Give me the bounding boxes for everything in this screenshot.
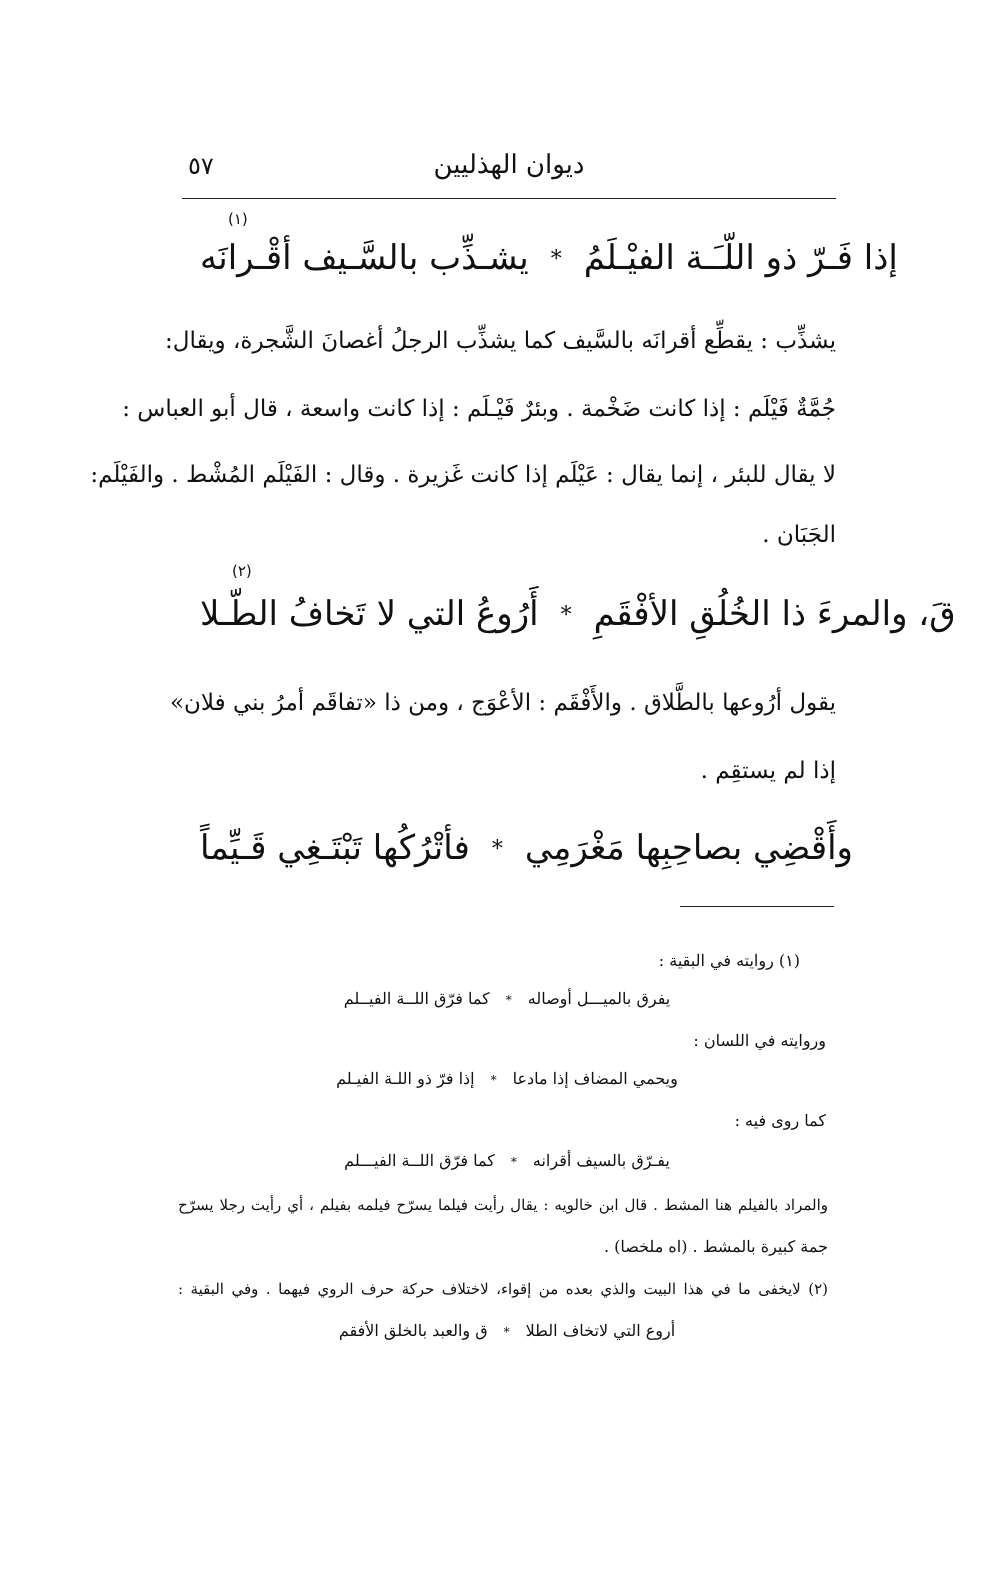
verse-2-second-hemistich: قَ، والمرءَ ذا الخُلُقِ الأفْقَمِ bbox=[593, 594, 956, 634]
header-rule bbox=[182, 198, 836, 199]
footnote-1-lisan-verse-first: ويحمي المضاف إذا مادعا bbox=[512, 1069, 678, 1088]
footnote-1-lisan-intro: وروايته في اللسان : bbox=[693, 1031, 826, 1050]
footnote-1-intro: (١) روايته في البقية : bbox=[658, 951, 800, 970]
footnote-2-verse bbox=[180, 1320, 834, 1343]
verse-1 bbox=[200, 236, 898, 282]
verse-3 bbox=[200, 826, 853, 872]
commentary-2-line-1: يقول أرُوعها بالطَّلاق . والأَفْقَم : الأعْوَج ، ومن ذا «تفاقَم أمرُ بني فلان» bbox=[169, 690, 836, 716]
verse-separator: * bbox=[505, 993, 512, 1007]
verse-2-first-hemistich: أَرُوعُ التي لا تَخافُ الطّـلا bbox=[200, 594, 539, 634]
footnote-1-note-line-2: جمة كبيرة بالمشط . (اه ملخصا) . bbox=[603, 1237, 828, 1256]
verse-1-first-hemistich: يشـذِّب بالسَّـيف أقْـرانَه bbox=[200, 238, 529, 278]
verse-separator: * bbox=[550, 247, 562, 272]
footnote-1-lisan-verse bbox=[180, 1068, 834, 1091]
footnote-rule bbox=[680, 906, 834, 907]
footnote-1-also-verse-second: كما فرّق اللــة الفيـــلم bbox=[344, 1151, 495, 1170]
footnote-2-verse-first: أروع التي لاتخاف الطلا bbox=[525, 1321, 676, 1340]
verse-separator: * bbox=[510, 1155, 517, 1169]
commentary-1-line-3: لا يقال للبئر ، إنما يقال : عَيْلَم إذا كانت غَزيرة . وقال : الفَيْلَم المُشْط . والفَيْلَم: bbox=[90, 462, 836, 488]
footnote-1-verse-first: يفرق بالميـــل أوصاله bbox=[527, 989, 671, 1008]
footnote-2-line-1: (٢) لايخفى ما في هذا البيت والذي بعده من إقواء، لاختلاف حركة حرف الروي فيهما . وفي البقية : bbox=[178, 1280, 828, 1298]
footnote-1-also-verse bbox=[180, 1150, 834, 1173]
footnote-1-also-intro: كما روى فيه : bbox=[734, 1111, 826, 1130]
commentary-1-line-2: جُمَّةٌ فَيْلَم : إذا كانت ضَخْمة . وبئرٌ فَيْـلَم : إذا كانت واسعة ، قال أبو العباس : bbox=[122, 396, 836, 422]
footnote-1-lisan-verse-second: إذا فرّ ذو اللـة الفيـلم bbox=[336, 1069, 475, 1088]
footnote-1-verse bbox=[180, 988, 834, 1011]
footnote-1-note-line-1: والمراد بالفيلم هنا المشط . قال ابن خالويه : يقال رأيت فيلما يسرّح فيلمه بفيلم ، أي رأيت رجلا يسرّح bbox=[178, 1196, 828, 1214]
verse-3-second-hemistich: وأَقْضِي بصاحِبِها مَغْرَمِي bbox=[524, 828, 853, 868]
footnote-1-also-verse-first: يفـرّق بالسيف أقرانه bbox=[532, 1151, 670, 1170]
verse-2 bbox=[200, 592, 956, 638]
page-number: ٥٧ bbox=[188, 152, 214, 180]
verse-separator: * bbox=[503, 1325, 510, 1339]
verse-1-second-hemistich: إذا فَـرّ ذو اللّـَـة الفيْـلَمُ bbox=[583, 238, 898, 278]
commentary-1-line-1: يشذِّب : يقطِّع أقرانَه بالسَّيف كما يشذِّب الرجلُ أغصانَ الشَّجرة، ويقال: bbox=[165, 328, 836, 354]
page-header bbox=[182, 146, 836, 190]
verse-separator: * bbox=[560, 603, 572, 628]
verse-separator: * bbox=[491, 837, 503, 862]
footnote-mark-2: (٢) bbox=[232, 562, 252, 580]
commentary-1-line-4: الجَبَان . bbox=[762, 522, 836, 548]
footnote-1-verse-second: كما فرّق اللــة الفيــلم bbox=[343, 989, 490, 1008]
verse-3-first-hemistich: فأتْرُكُها تَبْتَـغِي قَـيِّماً bbox=[200, 828, 470, 868]
footnote-2-verse-second: ق والعبد بالخلق الأفقم bbox=[338, 1321, 488, 1340]
commentary-2-line-2: إذا لم يستقِم . bbox=[700, 758, 836, 784]
footnote-mark-1: (١) bbox=[228, 210, 248, 228]
verse-separator: * bbox=[490, 1073, 497, 1087]
running-title: ديوان الهذليين bbox=[433, 150, 585, 180]
